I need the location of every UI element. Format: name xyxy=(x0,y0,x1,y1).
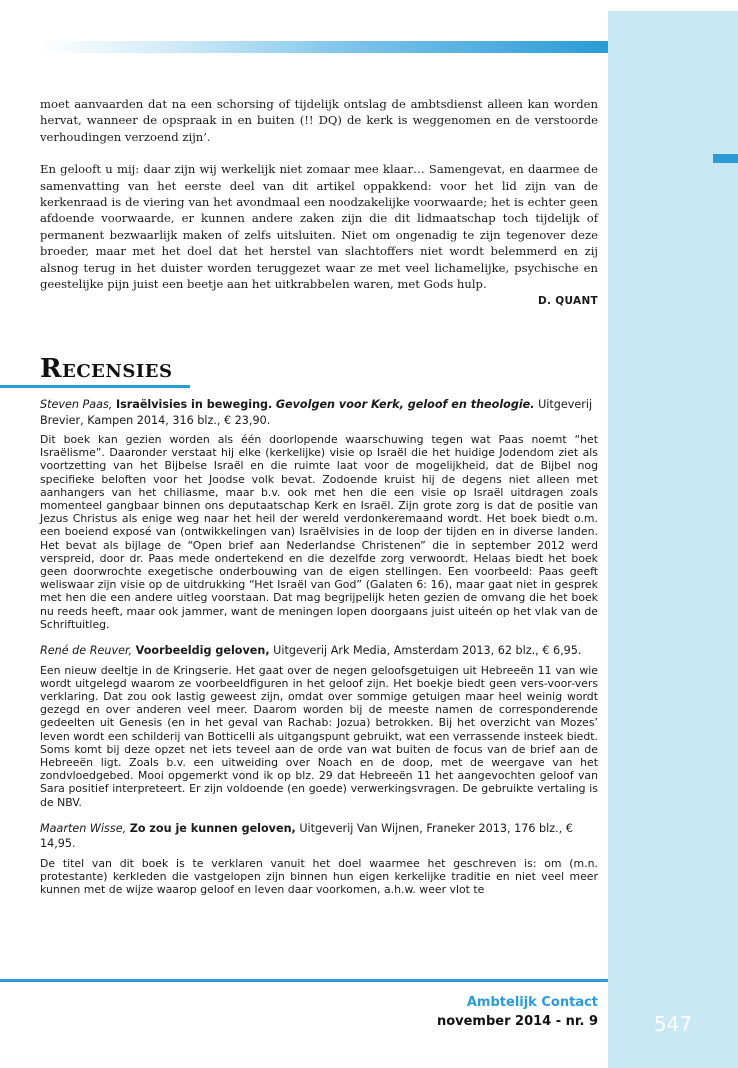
article-signature: D. QUANT xyxy=(538,295,598,308)
section-heading-wrap xyxy=(40,354,172,384)
review-body: Een nieuw deeltje in de Kringserie. Het gaat over de negen geloofsgetuigen uit Hebreeën 11 van wie wordt uitgelegd waarom ze voorbeeldfiguren in het geloof zijn. Het boekje biedt geen vers-voor-vers verklaring. Dat zou ook lastig geweest zijn, omdat over sommige getuigen maar heel weinig wordt gezegd en over anderen veel meer. Daarom worden bij de meeste namen de corresponderende gedeelten uit Genesis (en in het geval van Rachab: Jozua) betrokken. Bij het overzicht van Mozes’ leven wordt een schilderij van Botticelli als uitgangspunt gebruikt, wat een verrassende insteek biedt. Soms komt bij deze opzet net iets teveel aan de orde van wat buiten de focus van de brief aan de Hebreeën ligt. Zoals b.v. een uitweiding over Noach en de doop, met de weergave van het zondvloedgebed. Mooi opgemerkt vond ik op blz. 29 dat Hebreeën 11 het aangevochten geloof van Sara positief interpreteert. Er zijn voldoende (en goede) verwerkingsvragen. De gebruikte vertaling is de NBV. xyxy=(40,663,598,809)
footer-masthead xyxy=(437,995,598,1029)
review-item xyxy=(40,643,598,809)
review-author: Maarten Wisse, xyxy=(40,821,127,835)
header-gradient-bar xyxy=(40,41,608,53)
review-citation xyxy=(40,643,598,659)
review-citation xyxy=(40,397,598,428)
magazine-name: Ambtelijk Contact xyxy=(466,995,598,1010)
review-publisher: Uitgeverij Ark Media, Amsterdam 2013, 62 blz., € 6,95. xyxy=(273,644,582,658)
issue-label: november 2014 - nr. 9 xyxy=(436,1014,598,1029)
review-body: Dit boek kan gezien worden als één doorlopende waarschuwing tegen wat Paas noemt “het Israëlisme”. Daaronder verstaat hij elke (kerkelijke) visie op Israël die het huidige Jodendom ziet als voortzetting van het Bijbelse Israël en die ruimte laat voor de mogelijkheid, dat de Bijbel nog specifieke beloften voor het Joodse volk bevat. Zodoende kruist hij de degens niet alleen met aanhangers van het chiliasme, maar b.v. ook met hen die een visie op Israël uitdragen zoals momenteel gangbaar binnen ons deputaatschap Kerk en Israël. Zijn grote zorg is dat de positie van Jezus Christus als enige weg naar het heil der wereld verdonkeremaand wordt. Het boek biedt o.m. een boeiend exposé van (ontwikkelingen van) Israëlvisies in de loop der tijden en in diverse landen. Het bevat als bijlage de “Open brief aan Nederlandse Christenen” die in september 2012 werd verspreid, door dr. Paas mede ondertekend en die dezelfde zorg verwoordt. Helaas biedt het boek geen doorwrochte exegetische onderbouwing van de eigen stellingen. Een voorbeeld: Paas geeft weliswaar zijn visie op de uitdrukking “Het Israël van God” (Galaten 6: 16), maar gaat niet in gesprek met hen die een andere uitleg voorstaan. Dat mag begrijpelijk heten gezien de omvang die het boek nu reeds heeft, maar ook jammer, want de meningen lopen doorgaans juist uiteén op het vlak van de Schriftuitleg. xyxy=(40,433,598,631)
footer-rule xyxy=(0,979,608,982)
review-title: Voorbeeldig geloven, xyxy=(135,644,270,658)
review-item xyxy=(40,397,598,631)
article-continuation xyxy=(40,96,598,307)
intro-paragraph-1: moet aanvaarden dat na een schorsing of tijdelijk ontslag de ambtsdienst alleen kan worden hervat, wanneer de opspraak in en buiten (!! DQ) de kerk is weggenomen en de verstoorde verhoudingen verzoend zijn’. xyxy=(40,97,598,144)
review-body: De titel van dit boek is te verklaren vanuit het doel waarmee het geschreven is: om (m.n. protestante) kerkleden die vastgelopen zijn binnen hun eigen kerkelijke traditie en niet veel meer kunnen met de wijze waarop geloof en leven daar voorkomen, a.h.w. weer vlot te xyxy=(40,856,598,897)
review-author: Steven Paas, xyxy=(40,398,113,411)
intro-paragraph-2: En gelooft u mij: daar zijn wij werkelijk niet zomaar mee klaar… Samengevat, en daarmee de samenvatting van het eerste deel van dit artikel oppakkend: voor het lid zijn van de kerkenraad is de viering van het avondmaal een noodzakelijke voorwaarde; het is echter geen afdoende voorwaarde, er kunnen andere zaken zijn die dit lidmaatschap toch tijdelijk of permanent bezwaarlijk maken of zelfs uitsluiten. Niet om ongenadig te zijn tegenover deze broeder, maar met het doel dat het herstel van slachtoffers niet wordt belemmerd en zij alsnog terug in het duister worden teruggezet waar ze met veel lichamelijke, psychische en geestelijke pijn juist een beetje aan het uitkrabbelen waren, met Gods hulp. xyxy=(40,162,598,292)
page-number: 547 xyxy=(653,1012,693,1036)
review-citation xyxy=(40,821,598,852)
review-publisher: Uitgeverij Van Wijnen, Franeker 2013, 176 blz., € 14,95. xyxy=(40,821,573,851)
review-subtitle: Gevolgen voor Kerk, geloof en theologie. xyxy=(275,398,535,411)
page-sidebar xyxy=(608,11,738,1068)
sidebar-tab-marker xyxy=(713,154,738,163)
reviews-list xyxy=(40,397,598,896)
review-title: Israëlvisies in beweging. xyxy=(115,398,273,411)
section-heading-rule xyxy=(0,385,190,388)
review-title: Zo zou je kunnen geloven, xyxy=(129,821,296,835)
review-item xyxy=(40,821,598,897)
section-heading: Recensies xyxy=(40,354,173,384)
review-publisher: Uitgeverij Brevier, Kampen 2014, 316 blz., € 23,90. xyxy=(40,398,593,427)
review-author: René de Reuver, xyxy=(40,644,133,658)
